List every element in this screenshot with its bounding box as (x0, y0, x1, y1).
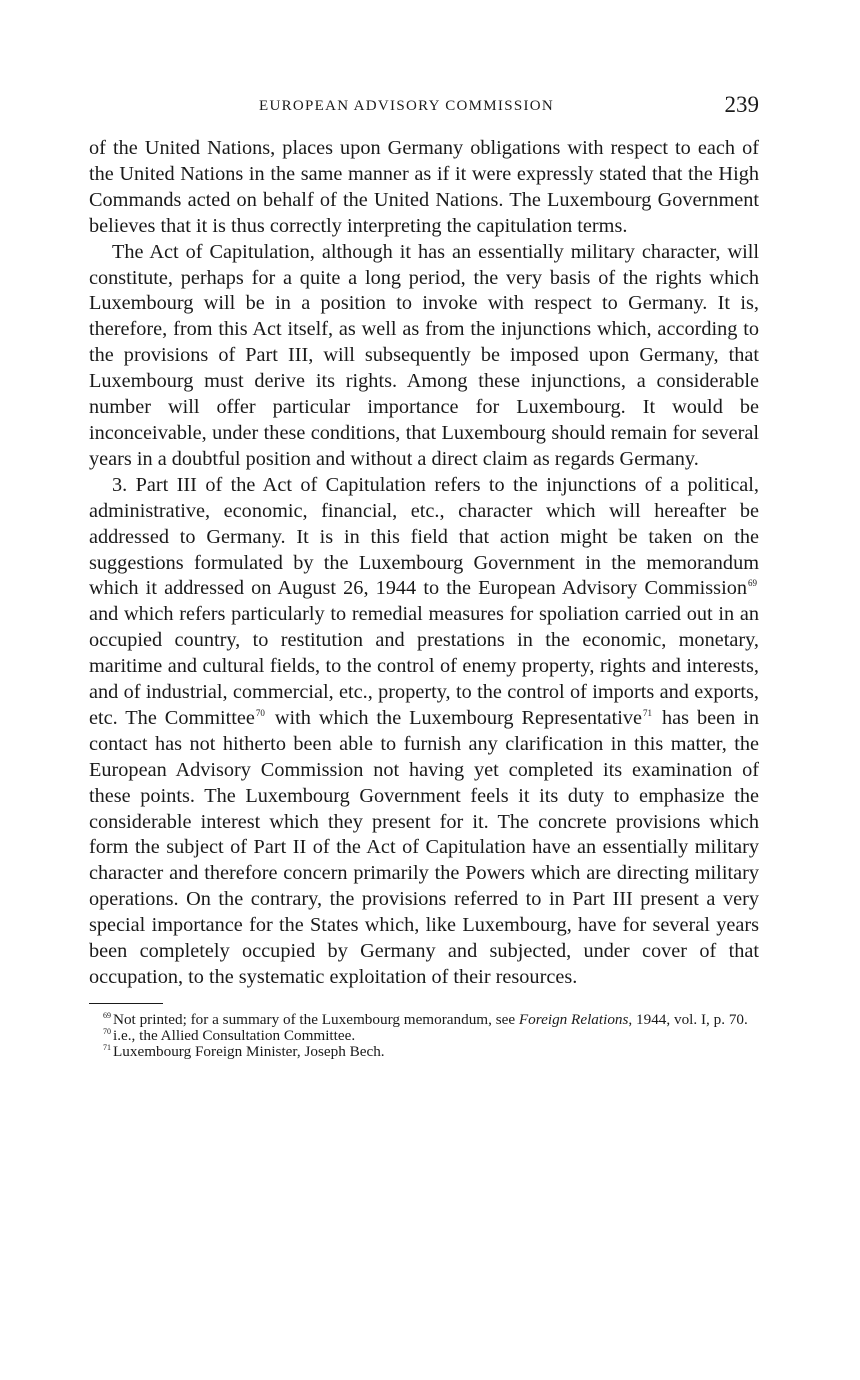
document-page (89, 92, 759, 1060)
paragraph-2: The Act of Capitulation, although it has an essentially military character, will constitute, perhaps for a quite a long period, the very basis of the rights which Luxembourg will be in a position to invoke with respect to Germany. It is, therefore, from this Act itself, as well as from the injunctions which, according to the provisions of Part III, will subsequently be imposed upon Germany, that Luxembourg must derive its rights. Among these injunctions, a considerable number will offer particular importance for Luxembourg. It would be inconceivable, under these conditions, that Luxembourg should remain for several years in a doubtful position and without a direct claim as regards Germany. (89, 240, 759, 470)
body-text (89, 136, 759, 991)
footnote-69-title: Foreign Relations (518, 1010, 629, 1028)
paragraph-3 (89, 473, 759, 991)
footnote-71 (89, 1044, 759, 1060)
footnote-69-number: 69 (103, 1010, 111, 1020)
paragraph-3-part-a: 3. Part III of the Act of Capitulation refers to the injunctions of a political, administrative, economic, financial, etc., character which will hereafter be addressed to Germany. It is in this field that action might be taken on the suggestions formulated by the Luxembourg Government in the memorandum which it addressed on August 26, 1944 to the European Advisory Commission (89, 473, 759, 600)
paragraph-3-part-d: has been in contact has not hitherto been able to furnish any clarification in this matter, the European Advisory Commission not having yet completed its examination of these points. The Luxembourg Government feels it its duty to emphasize the considerable interest which they present for it. The concrete provisions which form the subject of Part II of the Act of Capitulation have an essentially military character and therefore concern primarily the Powers which are directing military operations. On the contrary, the provisions referred to in Part III present a very special importance for the States which, like Luxembourg, have for several years been completely occupied by Germany and subjected, under cover of that occupation, to the systematic exploitation of their resources. (89, 706, 760, 988)
footnote-70 (89, 1028, 759, 1044)
footnote-ref-69: 69 (748, 578, 757, 589)
paragraph-3-part-c: with which the Luxembourg Representative (274, 706, 643, 729)
paragraph-1: of the United Nations, places upon Germany obligations with respect to each of the United Nations in the same manner as if it were expressly stated that the High Commands acted on behalf of the United Nations. The Luxembourg Government believes that it is thus correctly interpreting the capitulation terms. (89, 137, 759, 237)
footnotes (89, 1012, 759, 1060)
footnote-69 (89, 1012, 759, 1028)
footnote-69-rest: , 1944, vol. I, p. 70. (628, 1010, 748, 1028)
paragraph-3-part-b: and which refers particularly to remedial measures for spoliation carried out in an occupied country, to restitution and prestations in the economic, monetary, maritime and cultural fields, to the control of enemy property, rights and interests, and of industrial, commercial, etc., property, to the control of imports and exports, etc. The Committee (89, 603, 759, 729)
footnote-71-text: Luxembourg Foreign Minister, Joseph Bech. (113, 1042, 385, 1060)
footnote-70-text: i.e., the Allied Consultation Committee. (113, 1026, 356, 1044)
footnote-69-text: Not printed; for a summary of the Luxembourg memorandum, see (113, 1010, 519, 1028)
footnote-ref-70: 70 (255, 707, 265, 718)
page-number: 239 (724, 92, 759, 117)
footnote-71-number: 71 (103, 1042, 111, 1052)
footnote-divider (89, 1003, 163, 1004)
running-title: EUROPEAN ADVISORY COMMISSION (259, 98, 555, 114)
footnote-70-number: 70 (103, 1026, 111, 1036)
footnote-ref-71: 71 (643, 707, 653, 718)
running-header (89, 92, 759, 122)
